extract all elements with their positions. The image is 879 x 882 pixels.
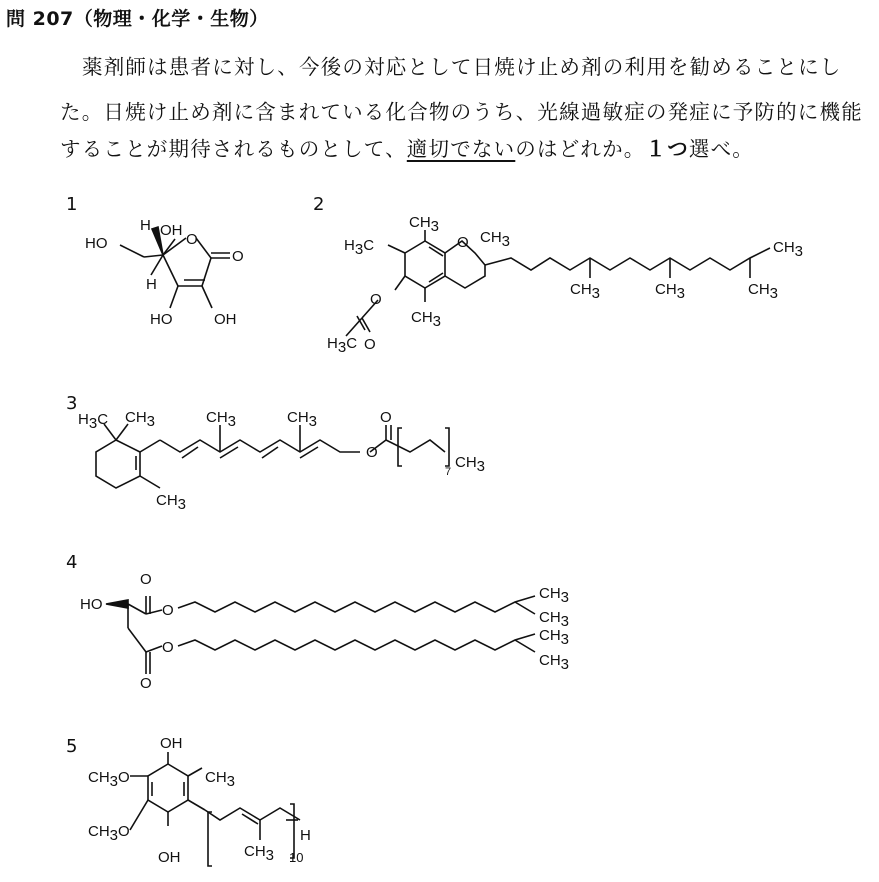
oh-label: OH bbox=[160, 222, 183, 239]
option-number-3[interactable]: 3 bbox=[66, 393, 78, 414]
oxygen-label: O bbox=[364, 336, 376, 353]
oh-label: OH bbox=[158, 849, 181, 866]
question-text-line-1: 薬剤師は患者に対し、今後の対応として日焼け止め剤の利用を勧めることにし bbox=[82, 55, 842, 79]
h3c-label: H3C bbox=[327, 335, 358, 356]
ch3-label: CH3 bbox=[244, 843, 275, 864]
question-text-post: のはどれか。 bbox=[515, 137, 646, 161]
ch3-label: CH3 bbox=[539, 627, 570, 648]
ch3o-label: CH3O bbox=[88, 769, 130, 790]
ch3-label: CH3 bbox=[570, 281, 601, 302]
oxygen-label: O bbox=[140, 675, 152, 692]
underlined-phrase: 適切でない bbox=[406, 137, 516, 161]
question-title: 問 207（物理・化学・生物） bbox=[6, 8, 269, 30]
h-label: H bbox=[140, 217, 151, 234]
oxygen-label: O bbox=[162, 602, 174, 619]
oxygen-label: O bbox=[370, 291, 382, 308]
ch3-label: CH3 bbox=[411, 309, 442, 330]
oxygen-label: O bbox=[457, 234, 469, 251]
ch3-label: CH3 bbox=[125, 409, 156, 430]
h3c-label: H3C bbox=[78, 411, 109, 432]
option-number-2[interactable]: 2 bbox=[313, 194, 325, 215]
ring-oxygen: O bbox=[186, 231, 198, 248]
ch3-label: CH3 bbox=[748, 281, 779, 302]
ch3-label: CH3 bbox=[480, 229, 511, 250]
instruction-tail: 選べ。 bbox=[688, 137, 755, 161]
ch3-label: CH3 bbox=[409, 214, 440, 235]
oxygen-label: O bbox=[140, 571, 152, 588]
ch3-label: CH3 bbox=[655, 281, 686, 302]
ch3-label: CH3 bbox=[773, 239, 804, 260]
ho-label: HO bbox=[80, 596, 103, 613]
option-number-1[interactable]: 1 bbox=[66, 194, 78, 215]
carbonyl-oxygen: O bbox=[232, 248, 244, 265]
ch3-label: CH3 bbox=[539, 585, 570, 606]
option-number-5[interactable]: 5 bbox=[66, 736, 78, 757]
ch3o-label: CH3O bbox=[88, 823, 130, 844]
oh-label: OH bbox=[214, 311, 237, 328]
ch3-label: CH3 bbox=[455, 454, 486, 475]
ch3-label: CH3 bbox=[539, 652, 570, 673]
repeat-count-7: 7 bbox=[445, 466, 452, 478]
option-number-4[interactable]: 4 bbox=[66, 552, 78, 573]
question-text-pre: することが期待されるものとして、 bbox=[60, 137, 407, 161]
ch3-label: CH3 bbox=[539, 609, 570, 630]
oh-label: OH bbox=[160, 735, 183, 752]
ch3-label: CH3 bbox=[156, 492, 187, 513]
ch3-label: CH3 bbox=[206, 409, 237, 430]
oxygen-label: O bbox=[162, 639, 174, 656]
h-label: H bbox=[146, 276, 157, 293]
ch3-label: CH3 bbox=[287, 409, 318, 430]
h3c-label: H3C bbox=[344, 237, 375, 258]
instruction-count: １つ bbox=[645, 137, 689, 161]
h-label: H bbox=[300, 827, 311, 844]
ch3-label: CH3 bbox=[205, 769, 236, 790]
repeat-count-10: 10 bbox=[289, 850, 304, 865]
ho-label: HO bbox=[150, 311, 173, 328]
oxygen-label: O bbox=[366, 444, 378, 461]
question-text-line-2: た。日焼け止め剤に含まれている化合物のうち、光線過敏症の発症に予防的に機能 bbox=[60, 100, 863, 124]
oxygen-label: O bbox=[380, 409, 392, 426]
ho-label: HO bbox=[85, 235, 108, 252]
